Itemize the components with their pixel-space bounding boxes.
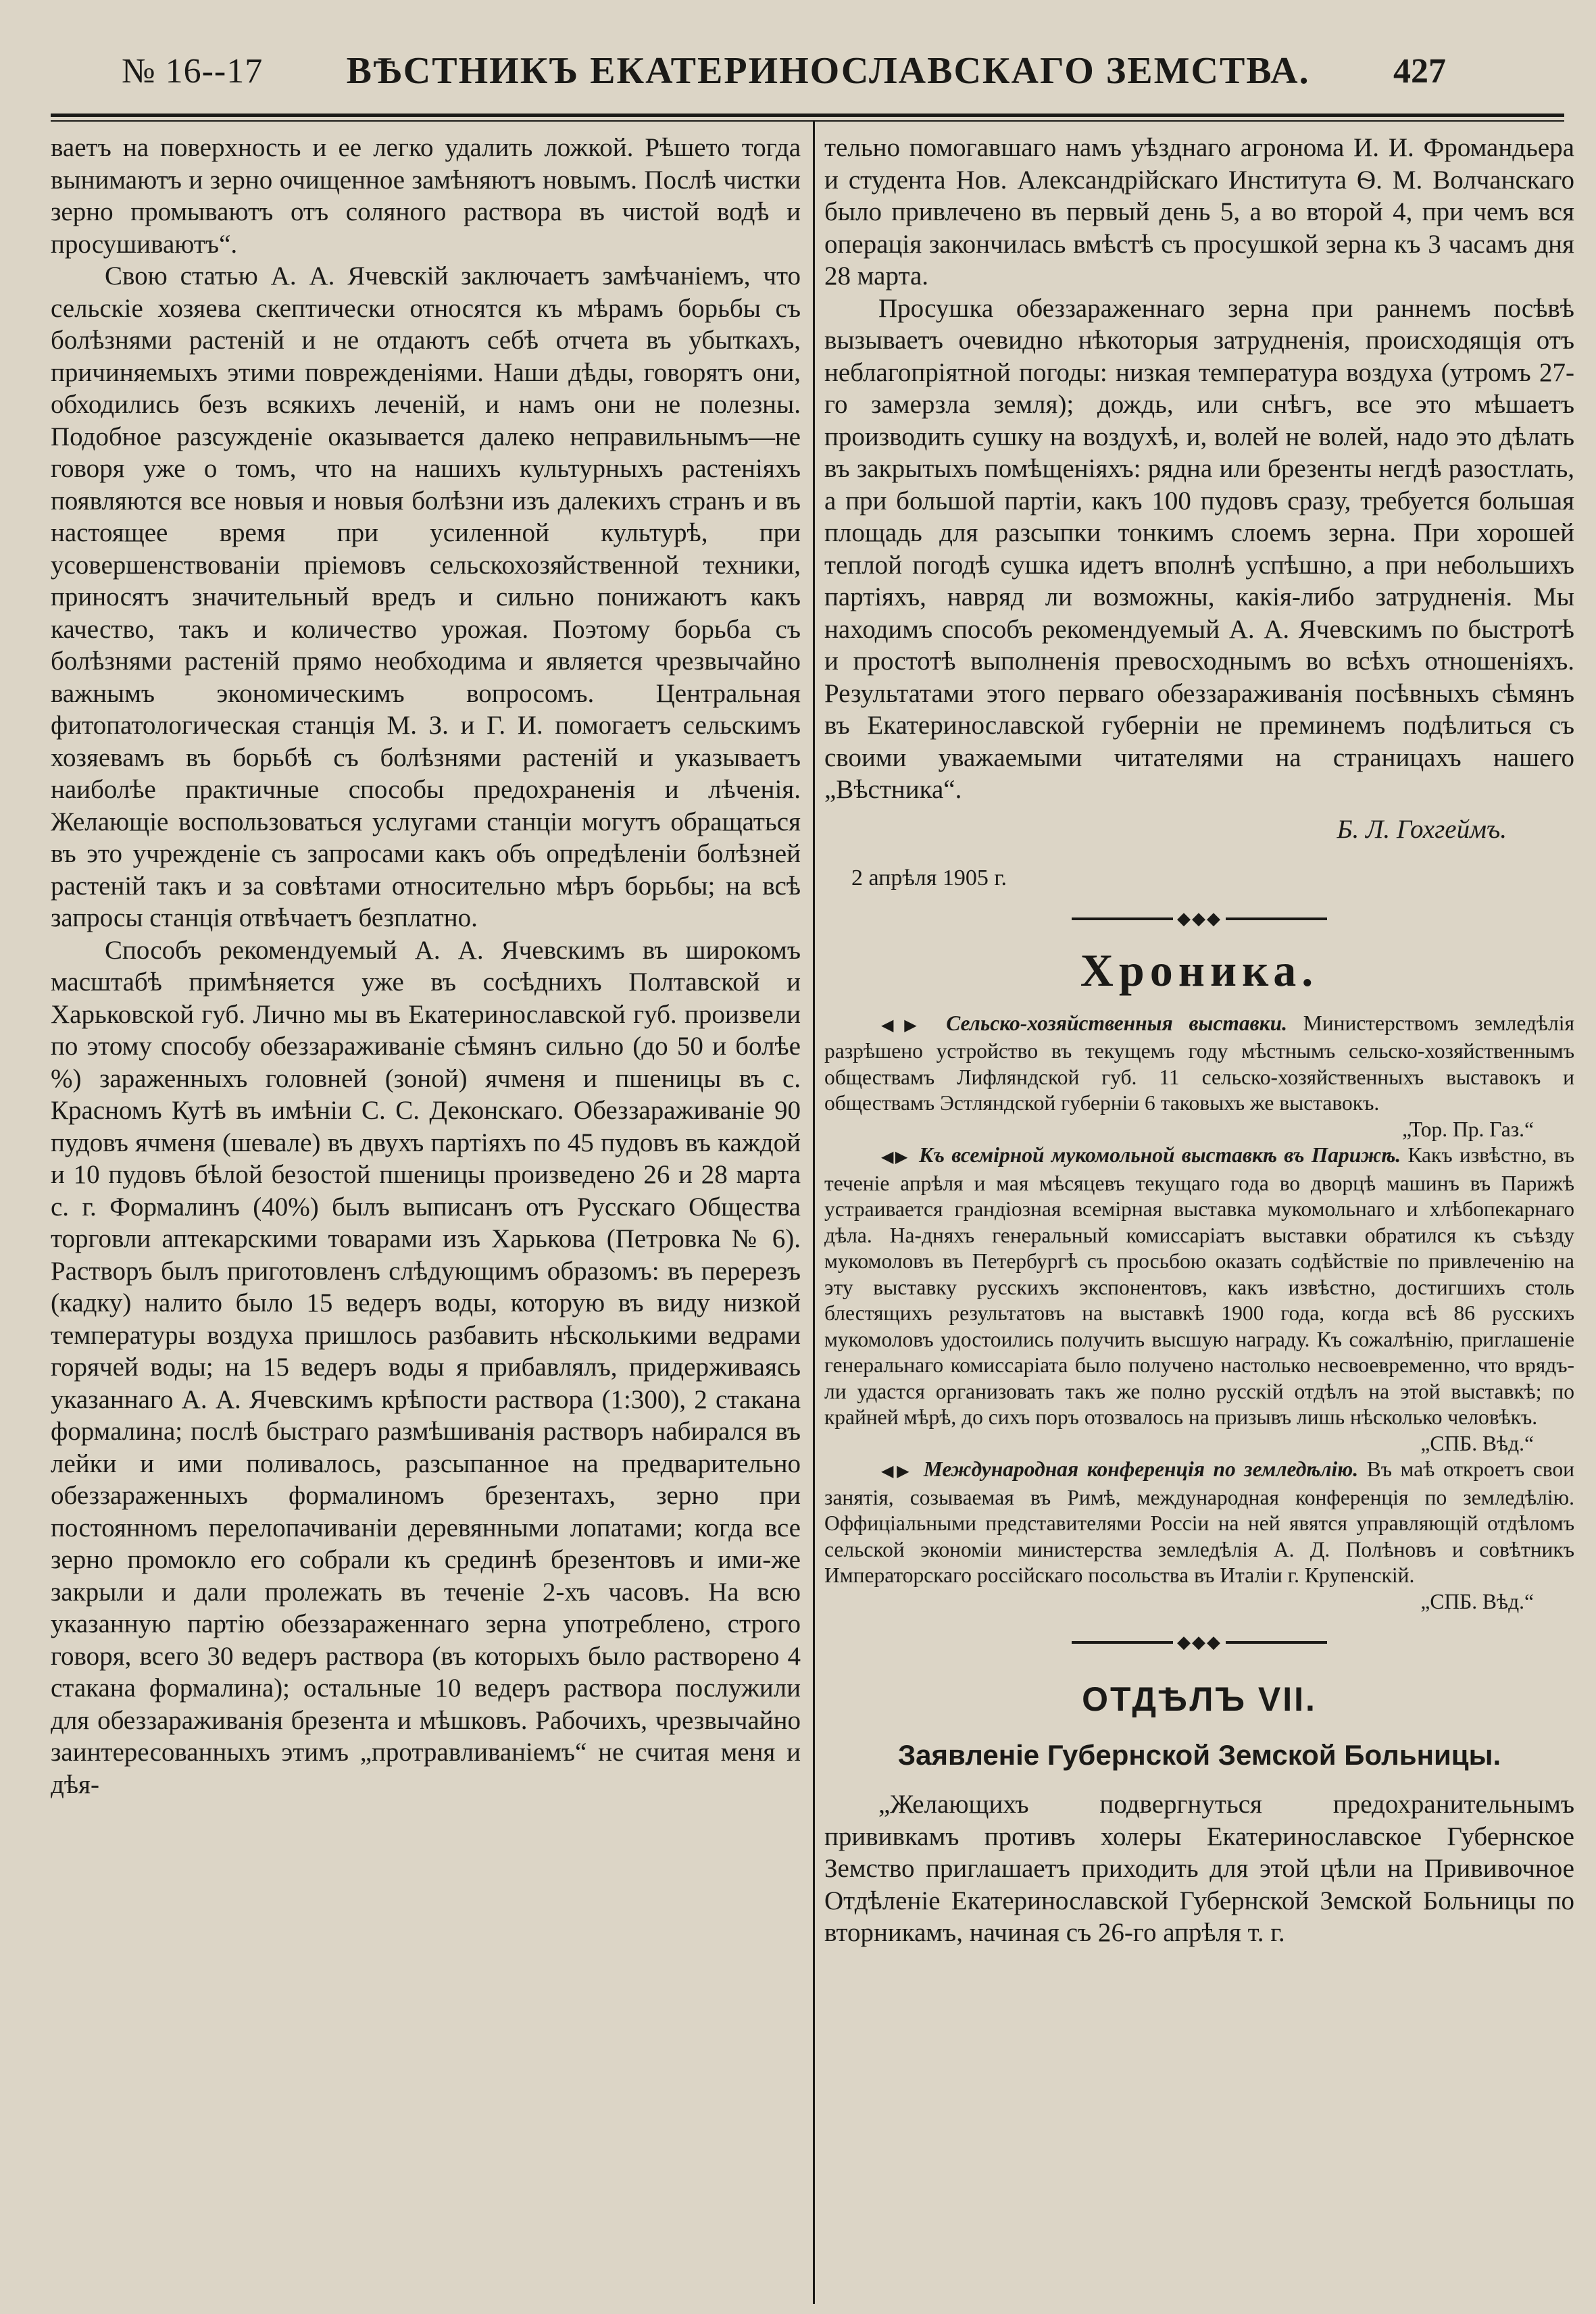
- section-heading: ОТДѢЛЪ VII.: [1082, 1680, 1317, 1719]
- announcement-heading: Заявленіе Губернской Земской Больницы.: [897, 1739, 1501, 1771]
- header-rule: [51, 114, 1564, 117]
- news-item-title: Международная конференція по земледѣлію.: [923, 1457, 1359, 1482]
- header-rule-thin: [51, 120, 1564, 122]
- news-item-title: Къ всемірной мукомольной выставкѣ въ Парижѣ.: [918, 1143, 1401, 1167]
- ornament-divider: ◆◆◆: [824, 906, 1574, 929]
- article-paragraph: Просушка обеззараженнаго зерна при раннемъ посѣвѣ вызываетъ очевидно нѣкоторыя затрудненія, происходящія отъ неблагопріятной погоды: низкая температура воздуха (утромъ 27-го замерзла земля); дождь, или снѣгъ, все это мѣшаетъ производить сушку на воздухѣ, и, волей не волей, надо это дѣлать въ закрытыхъ помѣщеніяхъ: рядна или брезенты негдѣ разостлать, а при большой партіи, какъ 100 пудовъ сразу, требуется большая площадь для разсыпки тонкимъ слоемъ зерна. При хорошей теплой погодѣ сушка идетъ вполнѣ успѣшно, а при небольшихъ партіяхъ, навряд ли возможны, какія-либо затрудненія. Мы находимъ способъ рекомендуемый А. А. Ячевскимъ по быстротѣ и простотѣ выполненія превосходнымъ во всѣхъ отношеніяхъ. Результатами этого перваго обеззараживанія посѣвныхъ сѣмянъ въ Екатеринославской губерніи не преминемъ подѣлиться съ своими уважаемыми читателями на страницахъ нашего „Вѣстника“.: [824, 293, 1574, 804]
- right-column: [824, 132, 1574, 1949]
- news-item-text: Въ маѣ откроетъ свои занятія, созываемая въ Римѣ, международная конференція по земледѣлію. Оффиціальными представителями Россіи на ней явятся управляющій отдѣломъ сельской экономіи министерства земледѣлія А. Д. Полѣновъ и совѣтникъ Императорскаго россійскаго посольства въ Италіи г. Крупенскій.: [824, 1457, 1574, 1588]
- news-item-source: „СПБ. Вѣд.“: [1420, 1431, 1534, 1455]
- news-item-source: „СПБ. Вѣд.“: [1420, 1589, 1534, 1613]
- issue-number: № 16--17: [122, 51, 264, 91]
- announcement-text: „Желающихъ подвергнуться предохранительнымъ прививкамъ противъ холеры Екатеринославское Губернское Земство приглашаетъ приходить для этой цѣли на Прививочное Отдѣленіе Екатеринославской Губернской Земской Больницы по вторникамъ, начиная съ 26-го апрѣля т. г.: [824, 1790, 1574, 1948]
- article-paragraph: Способъ рекомендуемый А. А. Ячевскимъ въ широкомъ масштабѣ примѣняется уже въ сосѣднихъ Полтавской и Харьковской губ. Лично мы въ Екатеринославской губ. произвели по этому способу обеззараживаніе сѣмянъ сильно (до 50 и болѣе %) зараженныхъ головней (зоной) ячменя и пшеницы въ с. Красномъ Кутѣ въ имѣніи С. С. Деконскаго. Обеззараживаніе 90 пудовъ ячменя (шевале) въ двухъ партіяхъ по 45 пудовъ въ каждой и 10 пудовъ бѣлой безостой пшеницы произведено 26 и 28 марта с. г. Формалинъ (40%) былъ выписанъ отъ Русскаго Общества торговли аптекарскими товарами изъ Харькова (Петровка № 6). Растворъ былъ приготовленъ слѣдующимъ образомъ: въ перерезъ (кадку) налито было 15 ведеръ воды, которую въ виду низкой температуры воздуха пришлось разбавить нѣсколькими ведрами горячей воды; на 15 ведеръ воды я прибавлялъ, придерживаясь указаннаго А. А. Ячевскимъ крѣпости раствора (1:300), 2 стакана формалина; послѣ быстраго размѣшиванія растворъ набирался въ лейки и ими поливалось, разсыпанное на предварительно обеззараженныхъ формалиномъ брезентахъ, зерно при постоянномъ перелопачиваніи деревянными лопатами; когда все зерно промокло его собрали къ срединѣ брезентовъ и ими-же закрыли и дали пролежать въ теченіе 2-хъ часовъ. На всю указанную партію обеззараженнаго зерна употреблено, строго говоря, всего 30 ведеръ раствора (въ которыхъ было растворено 4 стакана формалина); остальные 10 ведеръ раствора послужили для обеззараживанія брезента и мѣшковъ. Рабочихъ, чрезвычайно заинтересованныхъ этимъ „протравливаніемъ“ не считая меня и дѣя-: [51, 935, 801, 1799]
- news-item: [824, 1011, 1574, 1143]
- bullet-icon: ◀▶: [881, 1016, 928, 1034]
- news-item-title: Сельско-хозяйственныя выставки.: [946, 1011, 1288, 1035]
- left-column: [51, 132, 801, 1801]
- article-paragraph: тельно помогавшаго намъ уѣзднаго агронома И. И. Фромандьера и студента Нов. Александрійскаго Института Ѳ. М. Волчанскаго было привлечено въ первый день 5, а во второй 4, при чемъ вся операція закончилась вмѣстѣ съ просушкой зерна къ 3 часамъ дня 28 марта.: [824, 133, 1574, 291]
- bullet-icon: ◀▶: [881, 1149, 909, 1167]
- page-number: 427: [1393, 51, 1446, 91]
- news-item: [824, 1142, 1574, 1457]
- page-header: [122, 37, 1446, 105]
- article-paragraph: Свою статью А. А. Ячевскій заключаетъ замѣчаніемъ, что сельскіе хозяева скептически относятся къ мѣрамъ борьбы съ болѣзнями растеній и не отдаютъ себѣ отчета въ убыткахъ, причиняемыхъ этими поврежденіями. Наши дѣды, говорятъ они, обходились безъ всякихъ леченій, и намъ они не полезны. Подобное разсужденіе оказывается далеко неправильнымъ—не говоря уже о томъ, что на нашихъ культурныхъ растеніяхъ появляются все новыя и новыя болѣзни изъ далекихъ странъ и въ настоящее время при усиленной культурѣ, при усовершенствованіи пріемовъ сельскохозяйственной техники, приносятъ значительный вредъ и сильно понижаютъ какъ качество, такъ и количество урожая. Поэтому борьба съ болѣзнями растеній прямо необходима и является чрезвычайно важнымъ экономическимъ вопросомъ. Центральная фитопатологическая станція М. З. и Г. И. помогаетъ сельскимъ хозяевамъ въ борьбѣ съ болѣзнями растеній и указываетъ наиболѣе практичные способы предохраненія и лѣченія. Желающіе воспользоваться услугами станціи могутъ обращаться въ это учрежденіе съ запросами какъ объ опредѣленіи болѣзней растеній такъ и за совѣтами относительно мѣръ борьбы; на всѣ запросы станція отвѣчаетъ безплатно.: [51, 261, 801, 932]
- journal-title: ВѢСТНИКЪ ЕКАТЕРИНОСЛАВСКАГО ЗЕМСТВА.: [346, 50, 1310, 92]
- column-divider: [813, 122, 815, 2304]
- chronicle-heading: Хроника.: [1080, 944, 1319, 996]
- article-paragraph: ваетъ на поверхность и ее легко удалить ложкой. Рѣшето тогда вынимаютъ и зерно очищенное замѣняютъ новымъ. Послѣ чистки зерно промываютъ отъ соляного раствора въ чистой водѣ и просушиваютъ“.: [51, 133, 801, 259]
- bullet-icon: ◀▶: [881, 1463, 913, 1481]
- news-item-text: Министерствомъ земледѣлія разрѣшено устройство въ текущемъ году мѣстнымъ сельско-хозяйственнымъ обществамъ Лифляндской губ. 11 сельско-хозяйственныхъ выставокъ и обществамъ Эстляндской губерніи 6 таковыхъ же выставокъ.: [824, 1011, 1574, 1115]
- ornament-divider: ◆◆◆: [824, 1630, 1574, 1653]
- news-item-text: Какъ извѣстно, въ теченіе апрѣля и мая мѣсяцевъ текущаго года во дворцѣ машинъ въ Парижѣ устраивается грандіозная всемірная выставка мукомольнаго и хлѣбопекарнаго дѣла. На-дняхъ генеральный комиссаріатъ выставки обратился къ съѣзду мукомоловъ въ Петербургѣ съ просьбою оказать содѣйствіе по привлеченію на эту выставку русскихъ экспонентовъ, какъ извѣстно, достигшихъ столь блестящихъ результатовъ на выставкѣ 1900 года, когда всѣ 86 русскихъ мукомоловъ удостоились получить высшую награду. Къ сожалѣнію, приглашеніе генеральнаго комиссаріата было получено настолько несвоевременно, что врядъ-ли удастся организовать такъ же полно русскій отдѣлъ на этой выставкѣ; по крайней мѣрѣ, до сихъ поръ отозвалось на призывъ лишь нѣсколько человѣкъ.: [824, 1143, 1575, 1430]
- article-date: 2 апрѣля 1905 г.: [851, 865, 1007, 890]
- news-item-source: „Тор. Пр. Газ.“: [1402, 1117, 1534, 1141]
- news-item: [824, 1457, 1574, 1615]
- author-signature: Б. Л. Гохгеймъ.: [1337, 814, 1507, 844]
